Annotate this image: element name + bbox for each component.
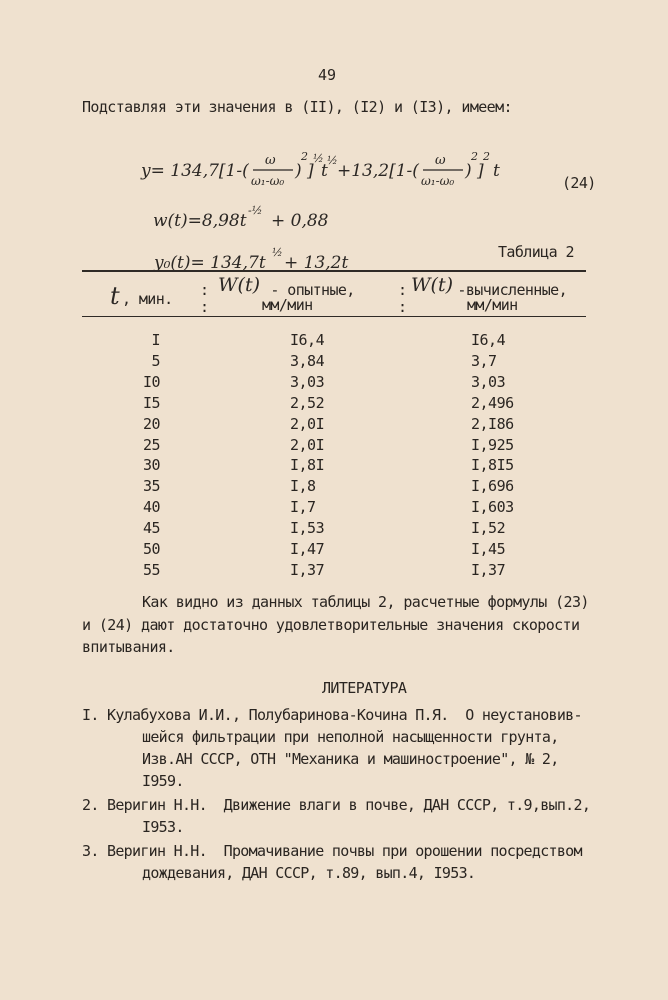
svg-text:]: ] <box>306 161 314 181</box>
reference-3-line-2: дождевания, ДАН СССР, т.89, вып.4, I953. <box>142 864 476 882</box>
cell-experimental: I6,4 <box>290 331 325 349</box>
table-top-rule <box>82 270 586 272</box>
cell-experimental: 2,0I <box>290 415 325 433</box>
svg-text:½: ½ <box>312 152 324 165</box>
col1-symbol: t <box>110 282 120 310</box>
svg-text:]: ] <box>476 161 484 181</box>
svg-text:2: 2 <box>482 150 490 163</box>
col-sep: : <box>398 281 407 299</box>
reference-1-line-3: Изв.АН СССР, ОТН "Механика и машиностроение", № 2, <box>142 750 559 768</box>
cell-time: I5 <box>142 394 160 412</box>
svg-text:-½: -½ <box>247 204 263 217</box>
cell-calculated: I,52 <box>471 519 506 537</box>
reference-1-line-2: шейся фильтрации при неполной насыщенности грунта, <box>142 728 559 746</box>
svg-text:y= 134,7[1-(: y= 134,7[1-( <box>140 161 249 181</box>
equation-number: (24) <box>562 174 596 192</box>
svg-text:ω: ω <box>264 153 276 168</box>
svg-text:ω: ω <box>434 153 446 168</box>
col-sep: : <box>200 298 209 316</box>
cell-experimental: I,53 <box>290 519 325 537</box>
col1-unit: , мин. <box>122 290 173 308</box>
cell-experimental: I,47 <box>290 540 325 558</box>
col2-symbol: W(t) <box>218 274 260 296</box>
col2-unit: мм/мин <box>262 296 313 314</box>
cell-time: I0 <box>142 373 160 391</box>
cell-time: 45 <box>142 519 160 537</box>
cell-experimental: 3,03 <box>290 373 325 391</box>
svg-text:): ) <box>464 161 472 181</box>
svg-text:2: 2 <box>470 150 478 163</box>
reference-2-line-2: I953. <box>142 818 184 836</box>
cell-calculated: 2,I86 <box>471 415 514 433</box>
table-title: Таблица 2 <box>498 243 574 261</box>
cell-time: 40 <box>142 498 160 516</box>
cell-calculated: I,37 <box>471 561 506 579</box>
svg-text:+13,2[1-(: +13,2[1-( <box>336 161 419 181</box>
svg-text:+ 13,2t: + 13,2t <box>283 253 349 273</box>
cell-experimental: I,8 <box>290 477 316 495</box>
cell-calculated: 3,03 <box>471 373 506 391</box>
cell-time: I <box>151 331 160 349</box>
svg-text:t: t <box>492 161 500 181</box>
cell-calculated: I,8I5 <box>471 456 514 474</box>
cell-experimental: 2,0I <box>290 436 325 454</box>
cell-experimental: I,37 <box>290 561 325 579</box>
cell-calculated: I6,4 <box>471 331 506 349</box>
cell-time: 5 <box>151 352 160 370</box>
cell-calculated: I,603 <box>471 498 514 516</box>
svg-text:ω₁-ω₀: ω₁-ω₀ <box>250 174 285 188</box>
page-number: 49 <box>318 66 337 84</box>
col3-label: -вычисленные, <box>449 281 568 299</box>
conclusion-line-2: и (24) дают достаточно удовлетворительные значения скорости <box>82 616 580 634</box>
cell-calculated: I,925 <box>471 436 514 454</box>
svg-text:t: t <box>320 161 328 181</box>
cell-experimental: I,8I <box>290 456 325 474</box>
cell-time: 35 <box>142 477 160 495</box>
col3-symbol: W(t) <box>411 274 453 296</box>
cell-calculated: 2,496 <box>471 394 514 412</box>
reference-1-line-1: I. Кулабухова И.И., Полубаринова-Кочина П.Я. О неустановив- <box>82 706 582 724</box>
cell-time: 25 <box>142 436 160 454</box>
cell-experimental: 3,84 <box>290 352 325 370</box>
conclusion-line-3: впитывания. <box>82 638 175 656</box>
svg-text:ω₁-ω₀: ω₁-ω₀ <box>420 174 455 188</box>
reference-2-line-1: 2. Веригин Н.Н. Движение влаги в почве, ДАН СССР, т.9,вып.2, <box>82 796 591 814</box>
cell-time: 30 <box>142 456 160 474</box>
cell-calculated: 3,7 <box>471 352 497 370</box>
col2-label: - опытные, <box>262 281 355 299</box>
col-sep: : <box>200 281 209 299</box>
cell-experimental: I,7 <box>290 498 316 516</box>
table-header-rule <box>82 316 586 317</box>
col-sep: : <box>398 298 407 316</box>
cell-experimental: 2,52 <box>290 394 325 412</box>
svg-text:): ) <box>294 161 302 181</box>
formula-3 <box>143 226 364 281</box>
svg-text:+ 0,88: + 0,88 <box>270 211 329 231</box>
cell-calculated: I,696 <box>471 477 514 495</box>
col3-unit: мм/мин <box>467 296 518 314</box>
svg-text:y₀(t)= 134,7t: y₀(t)= 134,7t <box>153 253 266 273</box>
reference-1-line-4: I959. <box>142 772 184 790</box>
literature-heading: ЛИТЕРАТУРА <box>322 679 407 697</box>
cell-time: 20 <box>142 415 160 433</box>
cell-calculated: I,45 <box>471 540 506 558</box>
svg-text:w(t)=8,98t: w(t)=8,98t <box>152 211 247 231</box>
svg-text:½: ½ <box>271 246 283 259</box>
intro-text: Подставляя эти значения в (II), (I2) и (I3), имеем: <box>82 98 512 116</box>
svg-text:½: ½ <box>326 154 338 167</box>
cell-time: 50 <box>142 540 160 558</box>
conclusion-line-1: Как видно из данных таблицы 2, расчетные формулы (23) <box>142 593 589 611</box>
reference-3-line-1: 3. Веригин Н.Н. Промачивание почвы при орошении посредством <box>82 842 582 860</box>
cell-time: 55 <box>142 561 160 579</box>
svg-text:2: 2 <box>300 150 308 163</box>
